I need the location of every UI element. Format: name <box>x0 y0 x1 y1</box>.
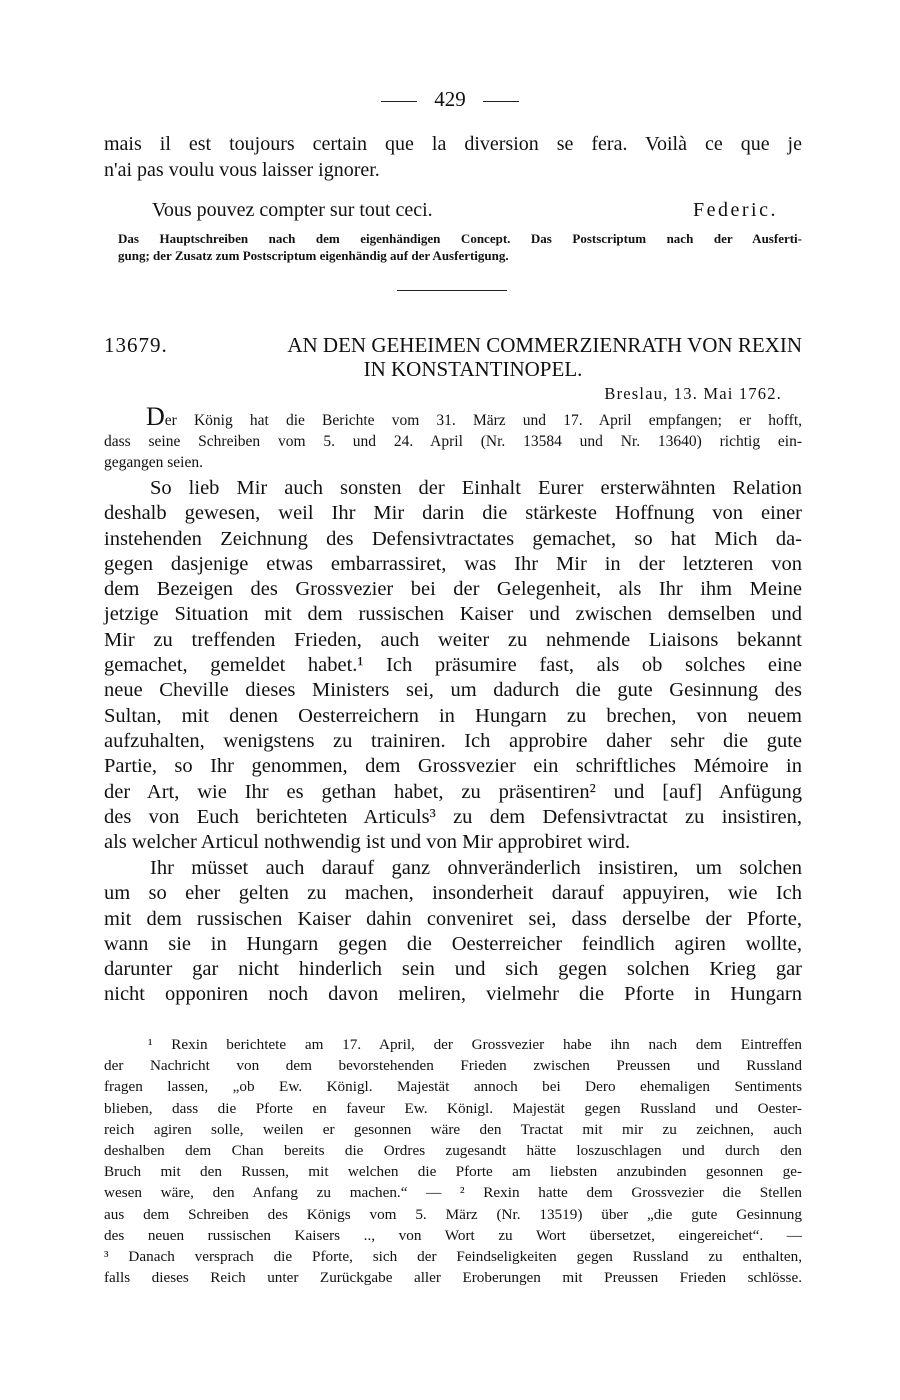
summary-line-1 <box>104 402 802 431</box>
footnote-line: reich agiren solle, weilen er gesonnen wäre den Tractat mit mir zu zeichnen, auch <box>104 1120 802 1138</box>
body-line: Ihr müsset auch darauf ganz ohnveränderlich insistiren, um solchen <box>150 857 802 879</box>
section-divider <box>397 290 507 291</box>
summary-text: er König hat die Berichte vom 31. März und 17. April empfangen; er hofft, <box>164 412 802 429</box>
footnote-line: aus dem Schreiben des Königs vom 5. März (Nr. 13519) über „die gute Gesinnung <box>104 1205 802 1223</box>
running-header <box>0 86 900 112</box>
footnote-line: Bruch mit den Russen, mit welchen die Pforte am liebsten anzubinden gesonnen ge- <box>104 1163 802 1181</box>
footnote-line: des neuen russischen Kaisers .., von Wort zu Wort übersetzet, eingereichet“. — <box>104 1226 802 1244</box>
heading-line-1: AN DEN GEHEIMEN COMMERZIENRATH VON REXIN <box>287 333 802 357</box>
body-paragraph-1 <box>104 476 802 855</box>
body-line: So lieb Mir auch sonsten der Einhalt Eurer ersterwähnten Relation <box>150 477 802 499</box>
signature: Federic. <box>693 199 778 221</box>
footnote-line: falls dieses Reich unter Zurückgabe aller Eroberungen mit Preussen Frieden schlösse. <box>104 1269 802 1287</box>
note-line: Das Hauptschreiben nach dem eigenhändigen Concept. Das Postscriptum nach der Ausferti- <box>118 231 802 246</box>
body-line: instehenden Zeichnung des Defensivtractates gemachet, so hat Mich da- <box>104 527 802 550</box>
letter-number: 13679. <box>104 333 168 357</box>
footnote-line: ¹ Rexin berichtete am 17. April, der Grossvezier habe ihn nach dem Eintreffen <box>148 1036 802 1053</box>
body-line: jetzige Situation mit dem russischen Kaiser und zwischen demselben und <box>104 603 802 626</box>
dateline: Breslau, 13. Mai 1762. <box>604 384 782 403</box>
body-line: als welcher Articul nothwendig ist und von Mir approbiret wird. <box>104 831 631 854</box>
body-line: um so eher gelten zu machen, insonderheit darauf appuyiren, wie Ich <box>104 882 802 905</box>
body-line: aufzuhalten, wenigstens zu trainiren. Ich approbire daher sehr die gute <box>104 729 802 752</box>
body-line: deshalb gewesen, weil Ihr Mir darin die stärkeste Hoffnung von einer <box>104 502 802 525</box>
summary-line: dass seine Schreiben vom 5. und 24. April (Nr. 13584 und Nr. 13640) richtig ein- <box>104 433 802 450</box>
closing-text: Vous pouvez compter sur tout ceci. <box>152 199 433 221</box>
header-dash-right <box>483 101 519 102</box>
letter-heading <box>104 333 802 381</box>
drop-initial: D <box>146 402 165 431</box>
body-line: darunter gar nicht hinderlich sein und sich gegen solchen Krieg gar <box>104 958 802 981</box>
body-line: Mir zu treffenden Frieden, auch weiter zu nehmende Liaisons bekannt <box>104 628 802 651</box>
body-line: des von Euch berichteten Articuls³ zu dem Defensivtractat zu insistiren, <box>104 805 802 828</box>
body-line: neue Cheville dieses Ministers sei, um dadurch die gute Gesinnung des <box>104 679 802 702</box>
note-line: gung; der Zusatz zum Postscriptum eigenhändig auf der Ausfertigung. <box>118 248 509 263</box>
body-line: der Art, wie Ihr es gethan habet, zu präsentiren² und [auf] Anfügung <box>104 780 802 803</box>
page-number: 429 <box>434 87 466 111</box>
header-dash-left <box>381 101 417 102</box>
closing-line <box>152 198 778 224</box>
body-line: gemachet, gemeldet habet.¹ Ich präsumire fast, als ob solches eine <box>104 654 802 677</box>
footnote-line: der Nachricht von dem bevorstehenden Frieden zwischen Preussen und Russland <box>104 1057 802 1075</box>
footnote-line: ³ Danach versprach die Pforte, sich der Feindseligkeiten gegen Russland zu enthalten, <box>104 1248 802 1266</box>
body-line: dem Bezeigen des Grossvezier bei der Gelegenheit, als Ihr ihm Meine <box>104 578 802 601</box>
body-line: Sultan, mit denen Oesterreichern in Hungarn zu brechen, von neuem <box>104 704 802 727</box>
text-line: n'ai pas voulu vous laisser ignorer. <box>104 158 380 181</box>
source-note <box>118 230 802 264</box>
heading-line-2: IN KONSTANTINOPEL. <box>363 357 583 381</box>
body-line: nicht opponiren noch davon meliren, vielmehr die Pforte in Hungarn <box>104 983 802 1006</box>
body-line: gegen dasjenige etwas embarrassiret, was Ihr Mir in der letzteren von <box>104 552 802 575</box>
footnote-line: blieben, dass die Pforte en faveur Ew. Königl. Majestät gegen Russland und Oester- <box>104 1099 802 1117</box>
footnote-line: deshalben dem Chan bereits die Ordres zugesandt hätte loszuschlagen und durch den <box>104 1142 802 1160</box>
footnotes <box>104 1034 802 1288</box>
summary-line: gegangen seien. <box>104 454 203 471</box>
summary-paragraph <box>104 402 802 473</box>
body-line: wann sie in Hungarn gegen die Oesterreicher feindlich agiren wollte, <box>104 932 802 955</box>
body-line: mit dem russischen Kaiser dahin conveniret sei, dass derselbe der Pforte, <box>104 907 802 930</box>
body-paragraph-2 <box>104 856 802 1008</box>
footnote-line: fragen lassen, „ob Ew. Königl. Majestät annoch bei Dero ehemaligen Sentiments <box>104 1078 802 1096</box>
footnote-line: wesen wäre, den Anfang zu machen.“ — ² Rexin hatte dem Grossvezier die Stellen <box>104 1184 802 1202</box>
body-line: Partie, so Ihr genommen, dem Grossvezier ein schriftliches Mémoire in <box>104 755 802 778</box>
text-line: mais il est toujours certain que la diversion se fera. Voilà ce que je <box>104 133 802 155</box>
top-paragraph <box>104 132 802 183</box>
